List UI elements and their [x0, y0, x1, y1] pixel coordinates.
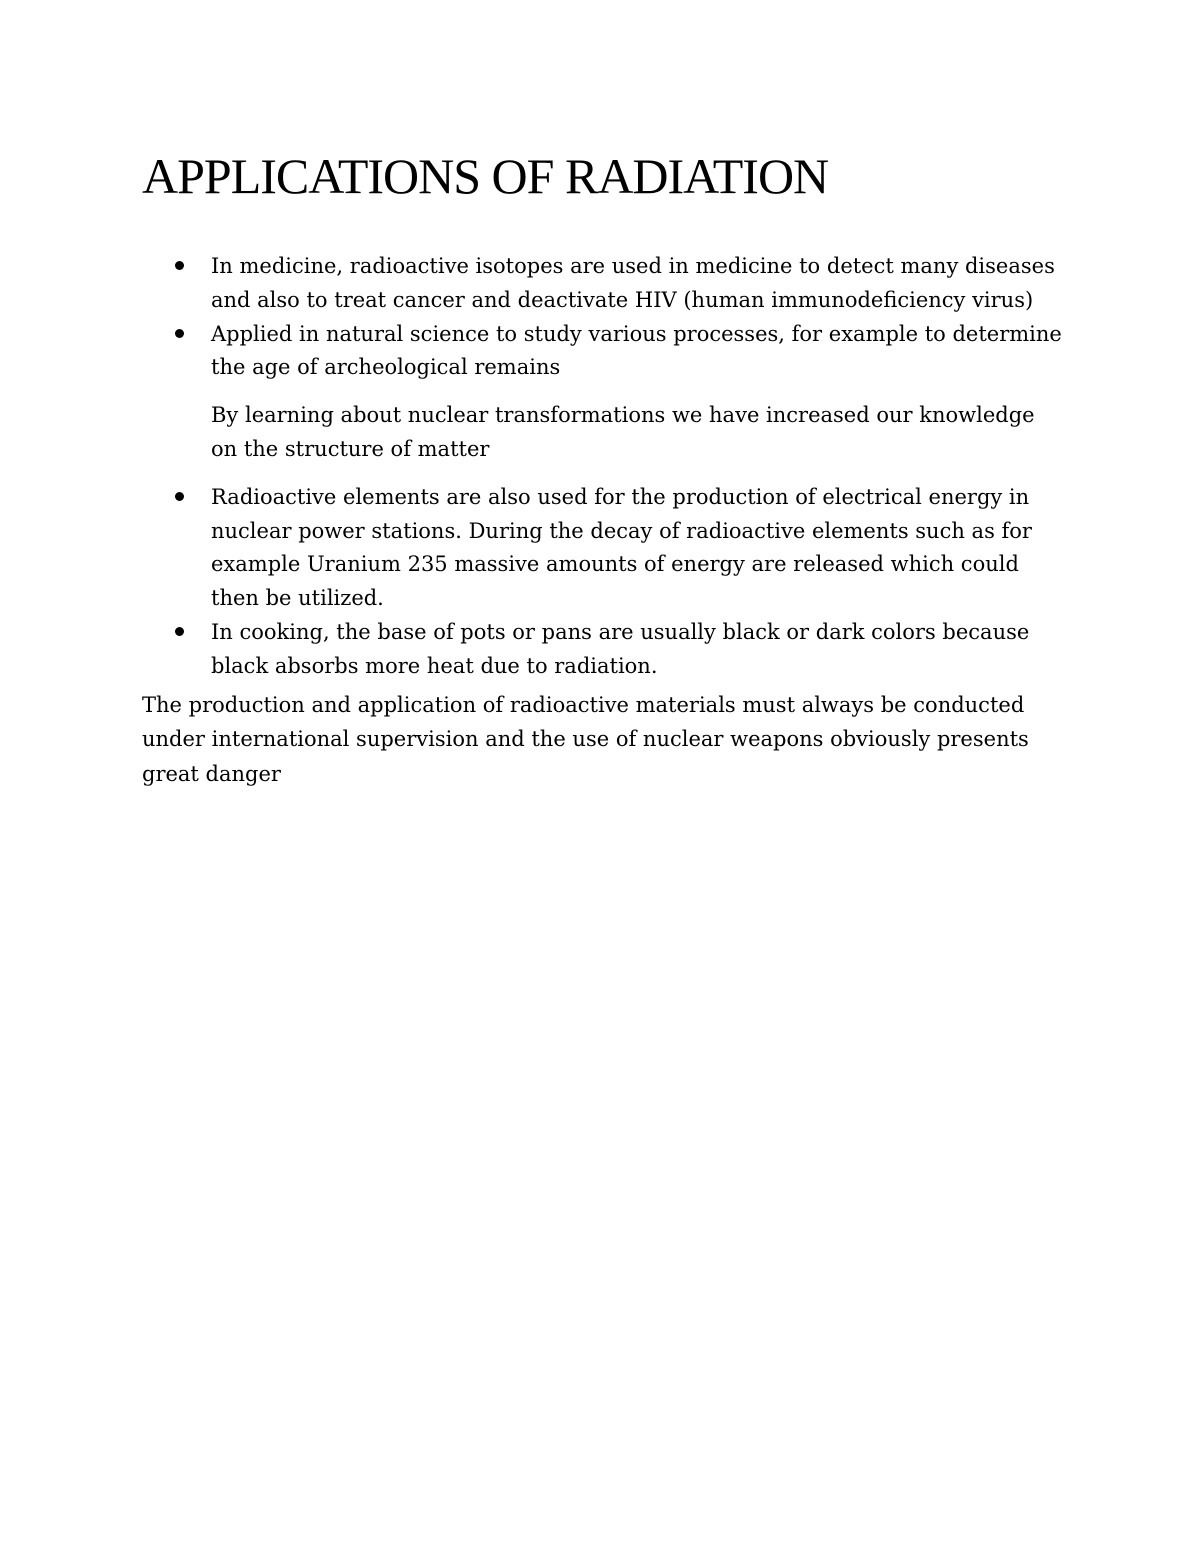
page-title: APPLICATIONS OF RADIATION: [142, 148, 829, 204]
list-item: [142, 250, 1062, 318]
list-item: [142, 481, 1062, 616]
document-body: [142, 250, 1062, 791]
bullet-list-2: [142, 481, 1062, 684]
list-item-text: In cooking, the base of pots or pans are usually black or dark colors because black absorbs more heat due to radiation.: [211, 619, 1030, 678]
list-item-text: Applied in natural science to study various processes, for example to determine the age of archeological remains: [211, 321, 1062, 380]
bullet-icon: [175, 261, 184, 270]
indented-paragraph: By learning about nuclear transformations we have increased our knowledge on the structure of matter: [211, 403, 1035, 461]
bullet-icon: [175, 329, 184, 338]
list-item-text: In medicine, radioactive isotopes are used in medicine to detect many diseases and also to treat cancer and deactivate HIV (human immunodeficiency virus): [211, 254, 1055, 312]
bullet-icon: [175, 627, 184, 636]
list-item: [142, 616, 1062, 684]
closing-paragraph: The production and application of radioactive materials must always be conducted under international supervision and the use of nuclear weapons obviously presents great danger: [142, 692, 1029, 786]
bullet-list-1: [142, 250, 1062, 385]
list-item-text: Radioactive elements are also used for the production of electrical energy in nuclear power stations. During the decay of radioactive elements such as for example Uranium 235 massive amounts of energy are released which could then be utilized.: [211, 484, 1032, 611]
bullet-icon: [175, 492, 184, 501]
list-item: [142, 318, 1062, 386]
